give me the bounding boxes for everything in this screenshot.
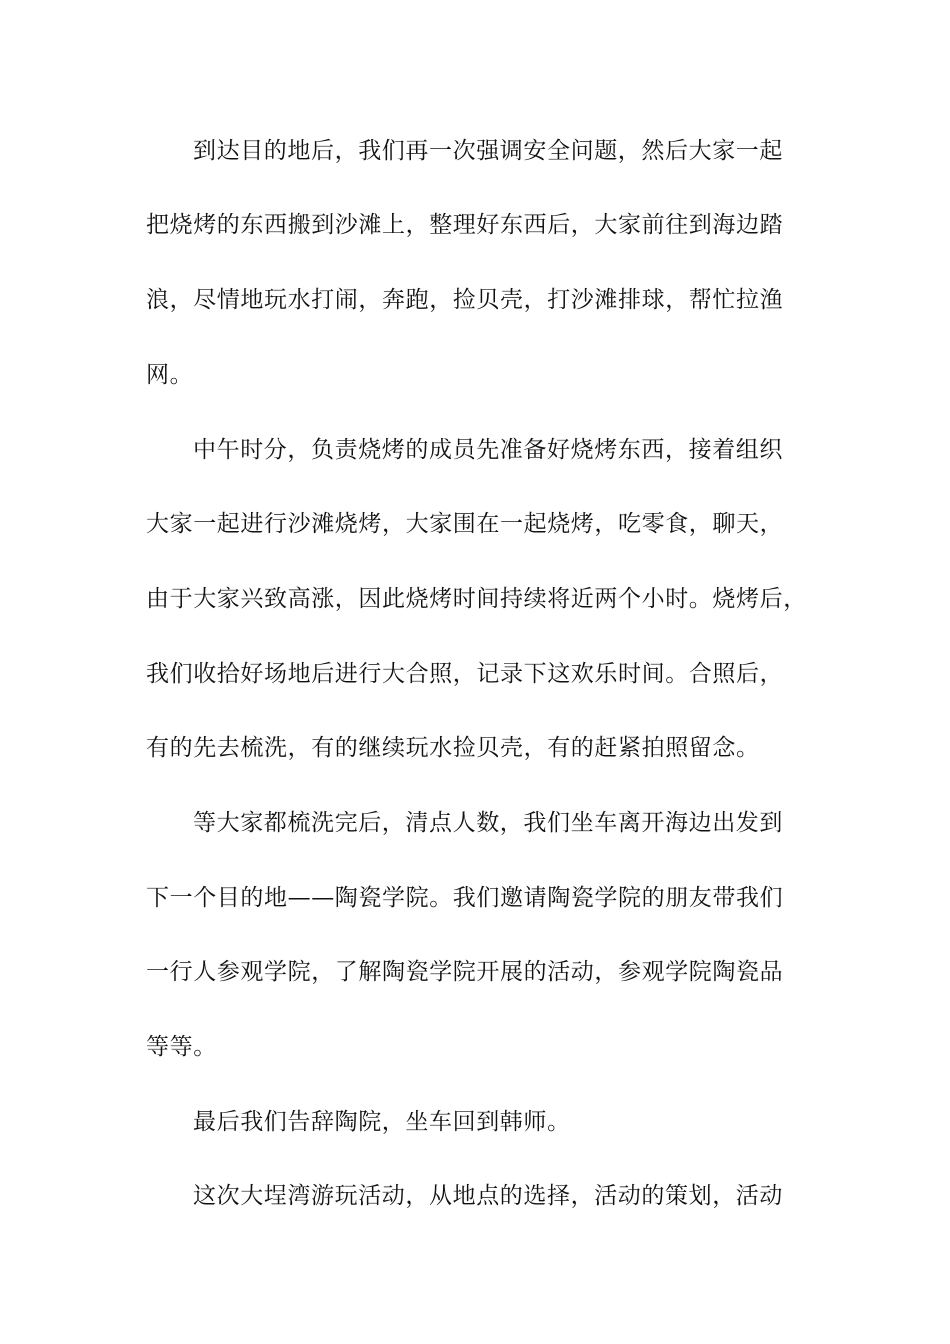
text-line: 由于大家兴致高涨，因此烧烤时间持续将近两个小时。烧烤后， (146, 586, 807, 612)
text-line: 有的先去梳洗，有的继续玩水捡贝壳，有的赶紧拍照留念。 (146, 735, 760, 761)
text-line: 下一个目的地——陶瓷学院。我们邀请陶瓷学院的朋友带我们 (146, 885, 784, 911)
text-line: 把烧烤的东西搬到沙滩上，整理好东西后，大家前往到海边踏 (146, 212, 784, 238)
text-line: 大家一起进行沙滩烧烤，大家围在一起烧烤，吃零食，聊天， (146, 511, 784, 537)
text-line: 一行人参观学院，了解陶瓷学院开展的活动，参观学院陶瓷品 (146, 959, 784, 985)
text-line: 最后我们告辞陶院，坐车回到韩师。 (193, 1109, 571, 1135)
text-line: 我们收拾好场地后进行大合照，记录下这欢乐时间。合照后， (146, 661, 784, 687)
text-line: 到达目的地后，我们再一次强调安全问题，然后大家一起 (193, 138, 783, 164)
text-line: 网。 (146, 362, 194, 388)
text-line: 等大家都梳洗完后，清点人数，我们坐车离开海边出发到 (193, 810, 783, 836)
text-line: 浪，尽情地玩水打闹，奔跑，捡贝壳，打沙滩排球，帮忙拉渔 (146, 287, 784, 313)
text-line: 中午时分，负责烧烤的成员先准备好烧烤东西，接着组织 (193, 437, 783, 463)
text-line: 这次大埕湾游玩活动，从地点的选择，活动的策划，活动 (193, 1183, 783, 1209)
text-line: 等等。 (146, 1034, 217, 1060)
